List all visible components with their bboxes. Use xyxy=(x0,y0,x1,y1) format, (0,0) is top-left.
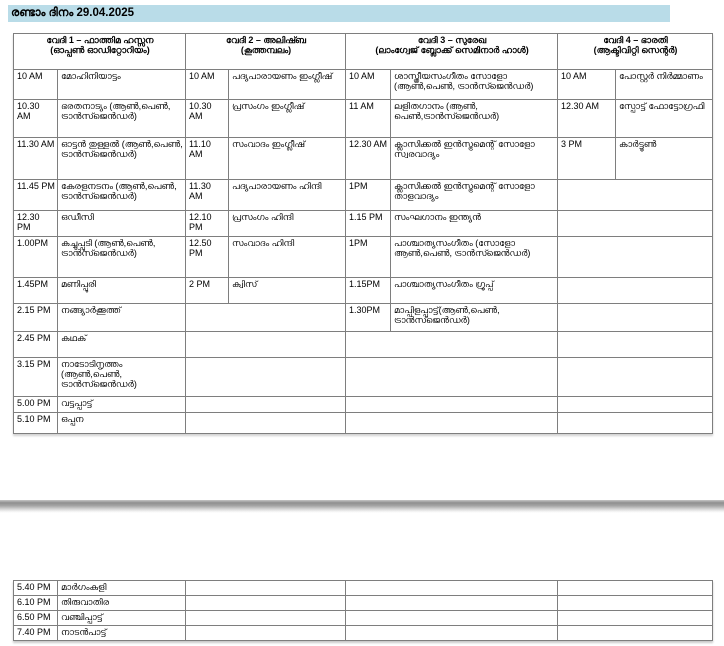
event-cell: ലളിതഗാനം (ആൺ, പെൺ,ട്രാൻസ്ജെൻഡർ) xyxy=(391,100,558,138)
day-title: രണ്ടാം ദിനം 29.04.2025 xyxy=(8,5,670,22)
time-cell: 12.30 AM xyxy=(346,138,391,180)
schedule-row xyxy=(14,626,713,641)
event-cell: നാടോടിനൃത്തം (ആൺ,പെൺ, ട്രാൻസ്ജെൻഡർ) xyxy=(58,358,186,397)
empty-cell xyxy=(186,332,346,358)
venue-header-2 xyxy=(186,34,346,70)
schedule-row xyxy=(14,211,713,237)
event-cell: പാശ്ചാത്യസംഗീതം (സോളോ ആൺ,പെൺ, ട്രാൻസ്ജെൻഡർ) xyxy=(391,237,558,278)
venue-location: (ഓപ്പൺ ഓഡിറ്റോറിയം) xyxy=(50,45,150,55)
empty-cell xyxy=(346,413,558,434)
time-cell: 1.00PM xyxy=(14,237,58,278)
empty-cell xyxy=(558,596,713,611)
event-cell: ശാസ്ത്രീയസംഗീതം സോളോ (ആൺ,പെൺ, ട്രാൻസ്ജെൻഡർ) xyxy=(391,70,558,100)
empty-cell xyxy=(558,358,713,397)
empty-cell xyxy=(558,278,713,304)
empty-cell xyxy=(346,626,558,641)
time-cell: 10 AM xyxy=(346,70,391,100)
event-cell: സ്പോട്ട് ഫോട്ടോഗ്രഫി xyxy=(616,100,713,138)
event-cell: മണിപ്പൂരി xyxy=(58,278,186,304)
schedule-row xyxy=(14,413,713,434)
event-cell: മോഹിനിയാട്ടം xyxy=(58,70,186,100)
event-cell: ഒപ്പന xyxy=(58,413,186,434)
event-cell: നങ്ങ്യാർക്കൂത്ത് xyxy=(58,304,186,332)
time-cell: 10 AM xyxy=(186,70,229,100)
page-break-divider xyxy=(0,500,724,513)
event-cell: പാശ്ചാത്യസംഗീതം ഗ്രൂപ്പ് xyxy=(391,278,558,304)
schedule-table-page2-body xyxy=(14,581,713,641)
empty-cell xyxy=(558,211,713,237)
time-cell: 11.30 AM xyxy=(14,138,58,180)
time-cell: 11.10 AM xyxy=(186,138,229,180)
time-cell: 10.30 AM xyxy=(186,100,229,138)
event-cell: മാപ്പിളപ്പാട്ട്(ആൺ,പെൺ, ട്രാൻസ്ജെൻഡർ) xyxy=(391,304,558,332)
event-cell: കാർട്ടൂൺ xyxy=(616,138,713,180)
event-cell: പ്രസംഗം ഇംഗ്ലീഷ് xyxy=(229,100,346,138)
empty-cell xyxy=(186,626,346,641)
empty-cell xyxy=(346,581,558,596)
time-cell: 5.40 PM xyxy=(14,581,58,596)
time-cell: 2.45 PM xyxy=(14,332,58,358)
empty-cell xyxy=(186,358,346,397)
time-cell: 2 PM xyxy=(186,278,229,304)
empty-cell xyxy=(558,413,713,434)
event-cell: ഒഡീസി xyxy=(58,211,186,237)
time-cell: 3 PM xyxy=(558,138,616,180)
empty-cell xyxy=(558,180,713,211)
time-cell: 7.40 PM xyxy=(14,626,58,641)
event-cell: പദ്യപാരായണം ഹിന്ദി xyxy=(229,180,346,211)
event-cell: നാടൻപാട്ട് xyxy=(58,626,186,641)
venue-location: (ആക്ടിവിറ്റി സെന്റർ) xyxy=(593,45,678,55)
time-cell: 10 AM xyxy=(558,70,616,100)
time-cell: 1PM xyxy=(346,237,391,278)
empty-cell xyxy=(346,397,558,413)
time-cell: 1.30PM xyxy=(346,304,391,332)
schedule-row xyxy=(14,70,713,100)
event-cell: മാർഗംകളി xyxy=(58,581,186,596)
event-cell: സംഘഗാനം ഇന്ത്യൻ xyxy=(391,211,558,237)
event-cell: പോസ്റ്റർ നിർമ്മാണം xyxy=(616,70,713,100)
schedule-row xyxy=(14,278,713,304)
schedule-row xyxy=(14,581,713,596)
event-cell: ഭരതനാട്യം (ആൺ,പെൺ, ട്രാൻസ്ജെൻഡർ) xyxy=(58,100,186,138)
venue-name: വേദി 1 – ഫാത്തിമ ഹസ്സന xyxy=(46,35,154,45)
time-cell: 1.15PM xyxy=(346,278,391,304)
schedule-row xyxy=(14,596,713,611)
schedule-table xyxy=(13,33,713,434)
event-cell: കച്ചുപ്പുടി (ആൺ,പെൺ, ട്രാൻസ്ജെൻഡർ) xyxy=(58,237,186,278)
event-cell: കഥക് xyxy=(58,332,186,358)
empty-cell xyxy=(558,304,713,332)
time-cell: 11.30 AM xyxy=(186,180,229,211)
empty-cell xyxy=(186,397,346,413)
venue-header-1 xyxy=(14,34,186,70)
empty-cell xyxy=(186,304,346,332)
empty-cell xyxy=(346,358,558,397)
event-cell: കേരളനടനം (ആൺ,പെൺ, ട്രാൻസ്ജെൻഡർ) xyxy=(58,180,186,211)
venue-name: വേദി 2 – അലിഷ്ബ xyxy=(226,35,306,45)
empty-cell xyxy=(558,611,713,626)
empty-cell xyxy=(186,581,346,596)
schedule-row xyxy=(14,180,713,211)
schedule-row xyxy=(14,304,713,332)
time-cell: 3.15 PM xyxy=(14,358,58,397)
empty-cell xyxy=(186,596,346,611)
event-cell: സംവാദം ഇംഗ്ലീഷ് xyxy=(229,138,346,180)
empty-cell xyxy=(186,611,346,626)
time-cell: 6.10 PM xyxy=(14,596,58,611)
venue-location: (ലാംഗ്വേജ് ബ്ലോക്ക് സെമിനാർ ഹാൾ) xyxy=(375,45,529,55)
time-cell: 2.15 PM xyxy=(14,304,58,332)
schedule-table-body xyxy=(14,70,713,434)
schedule-row xyxy=(14,100,713,138)
empty-cell xyxy=(346,332,558,358)
time-cell: 10.30 AM xyxy=(14,100,58,138)
empty-cell xyxy=(346,596,558,611)
schedule-table-page2 xyxy=(13,580,713,641)
venue-name: വേദി 3 – സുരേഖ xyxy=(417,35,487,45)
event-cell: ക്ലാസിക്കൽ ഇൻസ്ട്രമെന്റ് സോളോ താളവാദ്യം xyxy=(391,180,558,211)
event-cell: ഓട്ടൻ തുള്ളൽ (ആൺ,പെൺ, ട്രാൻസ്ജെൻഡർ) xyxy=(58,138,186,180)
empty-cell xyxy=(558,626,713,641)
event-cell: പ്രസംഗം ഹിന്ദി xyxy=(229,211,346,237)
time-cell: 12.30 PM xyxy=(14,211,58,237)
empty-cell xyxy=(186,413,346,434)
venue-location: (കൂത്തമ്പലം) xyxy=(240,45,292,55)
time-cell: 11.45 PM xyxy=(14,180,58,211)
empty-cell xyxy=(558,397,713,413)
schedule-row xyxy=(14,332,713,358)
time-cell: 5.10 PM xyxy=(14,413,58,434)
schedule-row xyxy=(14,237,713,278)
empty-cell xyxy=(346,611,558,626)
event-cell: ക്ലാസിക്കൽ ഇൻസ്ട്രമെന്റ് സോളോ സ്വരവാദ്യം xyxy=(391,138,558,180)
event-cell: പദ്യപാരായണം ഇംഗ്ലീഷ് xyxy=(229,70,346,100)
schedule-row xyxy=(14,397,713,413)
schedule-table-header xyxy=(14,34,713,70)
time-cell: 11 AM xyxy=(346,100,391,138)
time-cell: 5.00 PM xyxy=(14,397,58,413)
event-cell: വഞ്ചിപ്പാട്ട് xyxy=(58,611,186,626)
venue-header-3 xyxy=(346,34,558,70)
venue-header-4 xyxy=(558,34,713,70)
time-cell: 12.50 PM xyxy=(186,237,229,278)
time-cell: 1.15 PM xyxy=(346,211,391,237)
schedule-row xyxy=(14,138,713,180)
time-cell: 6.50 PM xyxy=(14,611,58,626)
time-cell: 1PM xyxy=(346,180,391,211)
empty-cell xyxy=(558,332,713,358)
event-cell: വട്ടപ്പാട്ട് xyxy=(58,397,186,413)
event-cell: സംവാദം ഹിന്ദി xyxy=(229,237,346,278)
event-cell: ക്വിസ് xyxy=(229,278,346,304)
time-cell: 10 AM xyxy=(14,70,58,100)
empty-cell xyxy=(558,581,713,596)
schedule-row xyxy=(14,611,713,626)
venue-name: വേദി 4 – ഭാരതി xyxy=(603,35,668,45)
event-cell: തിരുവാതിര xyxy=(58,596,186,611)
time-cell: 12.10 PM xyxy=(186,211,229,237)
schedule-row xyxy=(14,358,713,397)
time-cell: 1.45PM xyxy=(14,278,58,304)
time-cell: 12.30 AM xyxy=(558,100,616,138)
empty-cell xyxy=(558,237,713,278)
